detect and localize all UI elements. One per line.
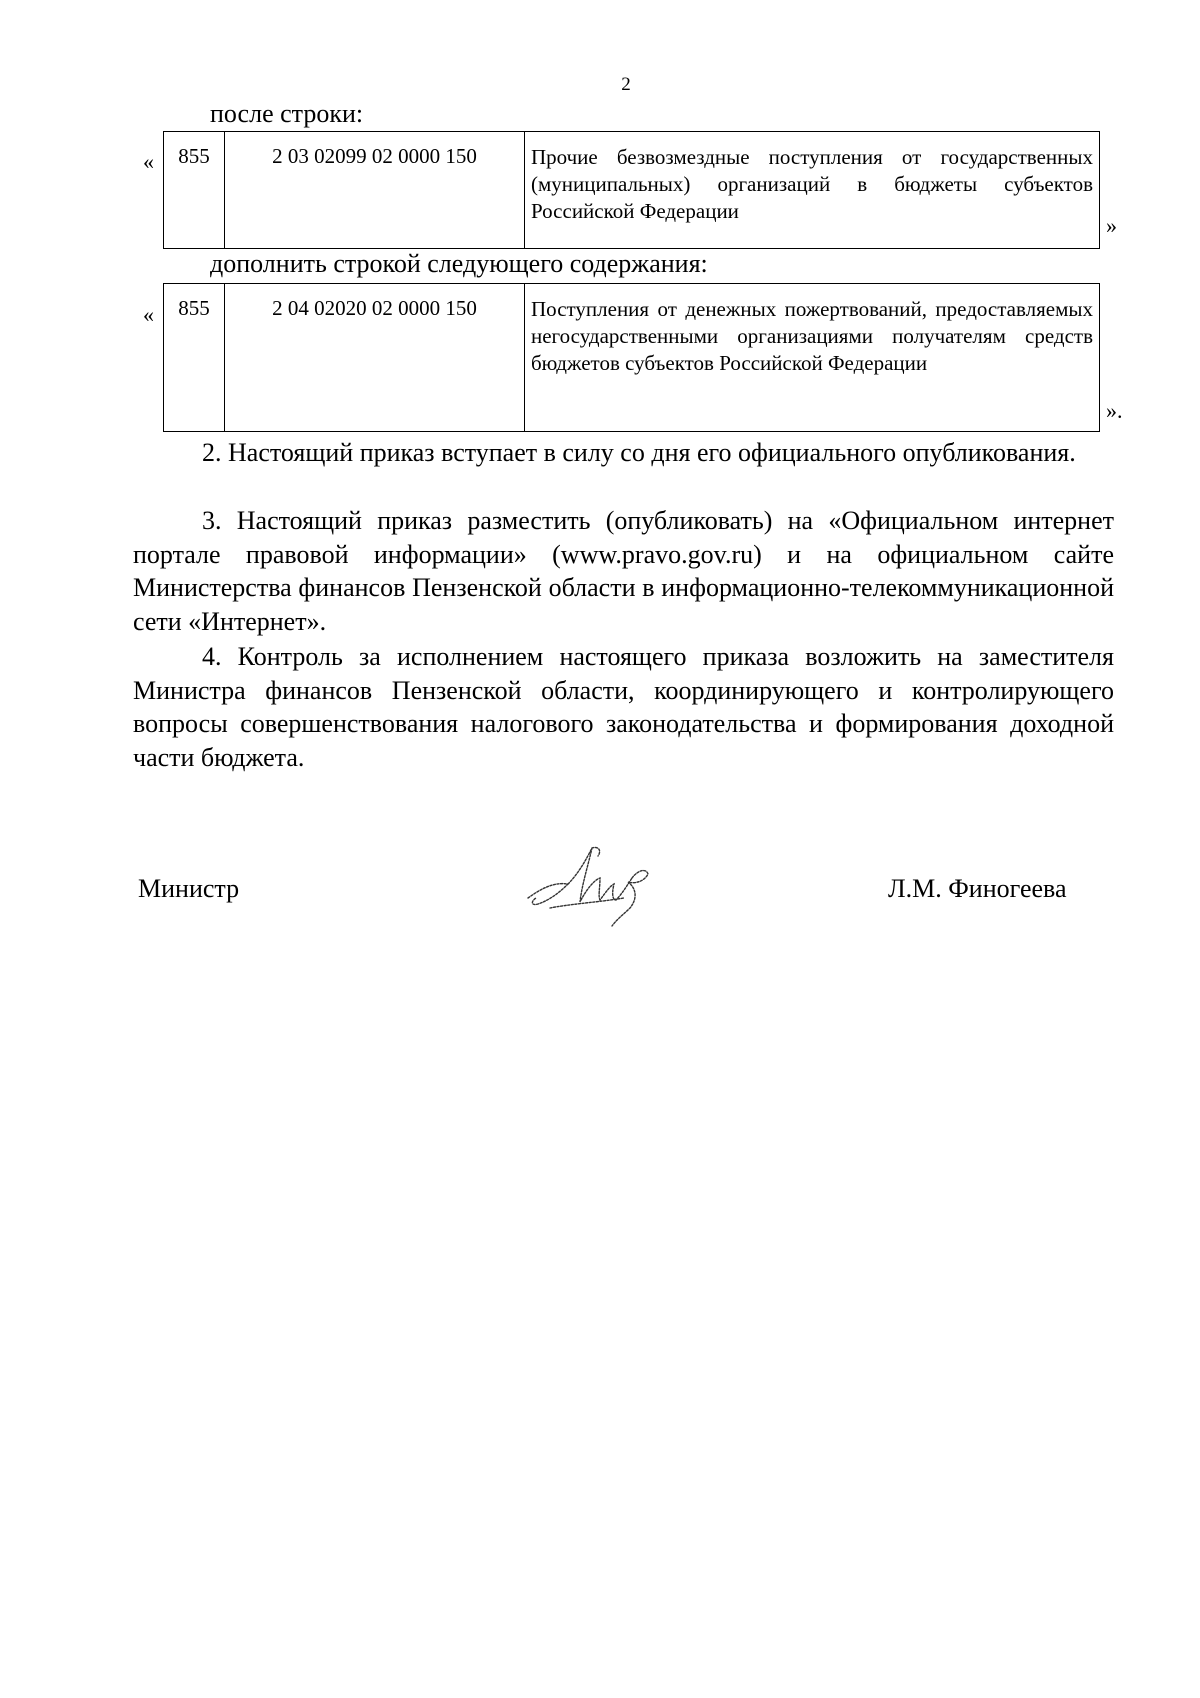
paragraph-control: 4. Контроль за исполнением настоящего приказа возложить на заместителя Министра финансов Пензенской области, координирующего и контролирующего вопросы совершенствования налогового законодательства и формирования доходной части бюджета.	[133, 642, 1114, 772]
amendment-1-open-quote: «	[143, 149, 154, 174]
paragraph-effective-date: 2. Настоящий приказ вступает в силу со дня его официального опубликования.	[202, 438, 1076, 467]
page-number: 2	[621, 74, 631, 95]
income-name-cell: Прочие безвозмездные поступления от государственных (муниципальных) организаций в бюджеты субъектов Российской Федерации	[525, 132, 1100, 249]
amendment-1-intro: после строки:	[210, 99, 364, 128]
amendment-1-table	[163, 131, 1100, 249]
signatory-position: Министр	[138, 874, 240, 903]
classification-code-cell: 2 04 02020 02 0000 150	[225, 284, 525, 432]
handwritten-signature	[520, 838, 670, 938]
amendment-2-intro: дополнить строкой следующего содержания:	[210, 249, 708, 278]
admin-code-cell: 855	[164, 132, 225, 249]
income-name-cell: Поступления от денежных пожертвований, предоставляемых негосударственными организациями получателям средств бюджетов субъектов Российской Федерации	[525, 284, 1100, 432]
paragraph-publication: 3. Настоящий приказ разместить (опубликовать) на «Официальном интернет портале правовой информации» (www.pravo.gov.ru) и на официальном сайте Министерства финансов Пензенской области в информационно-телекоммуникационной сети «Интернет».	[133, 506, 1114, 636]
table-row	[164, 132, 1100, 249]
classification-code-cell: 2 03 02099 02 0000 150	[225, 132, 525, 249]
amendment-2-table	[163, 283, 1100, 432]
admin-code-cell: 855	[164, 284, 225, 432]
amendment-2-open-quote: «	[143, 302, 154, 327]
table-row	[164, 284, 1100, 432]
signatory-name: Л.М. Финогеева	[888, 874, 1067, 903]
amendment-2-close-quote: ».	[1106, 398, 1123, 423]
amendment-1-close-quote: »	[1106, 213, 1117, 238]
